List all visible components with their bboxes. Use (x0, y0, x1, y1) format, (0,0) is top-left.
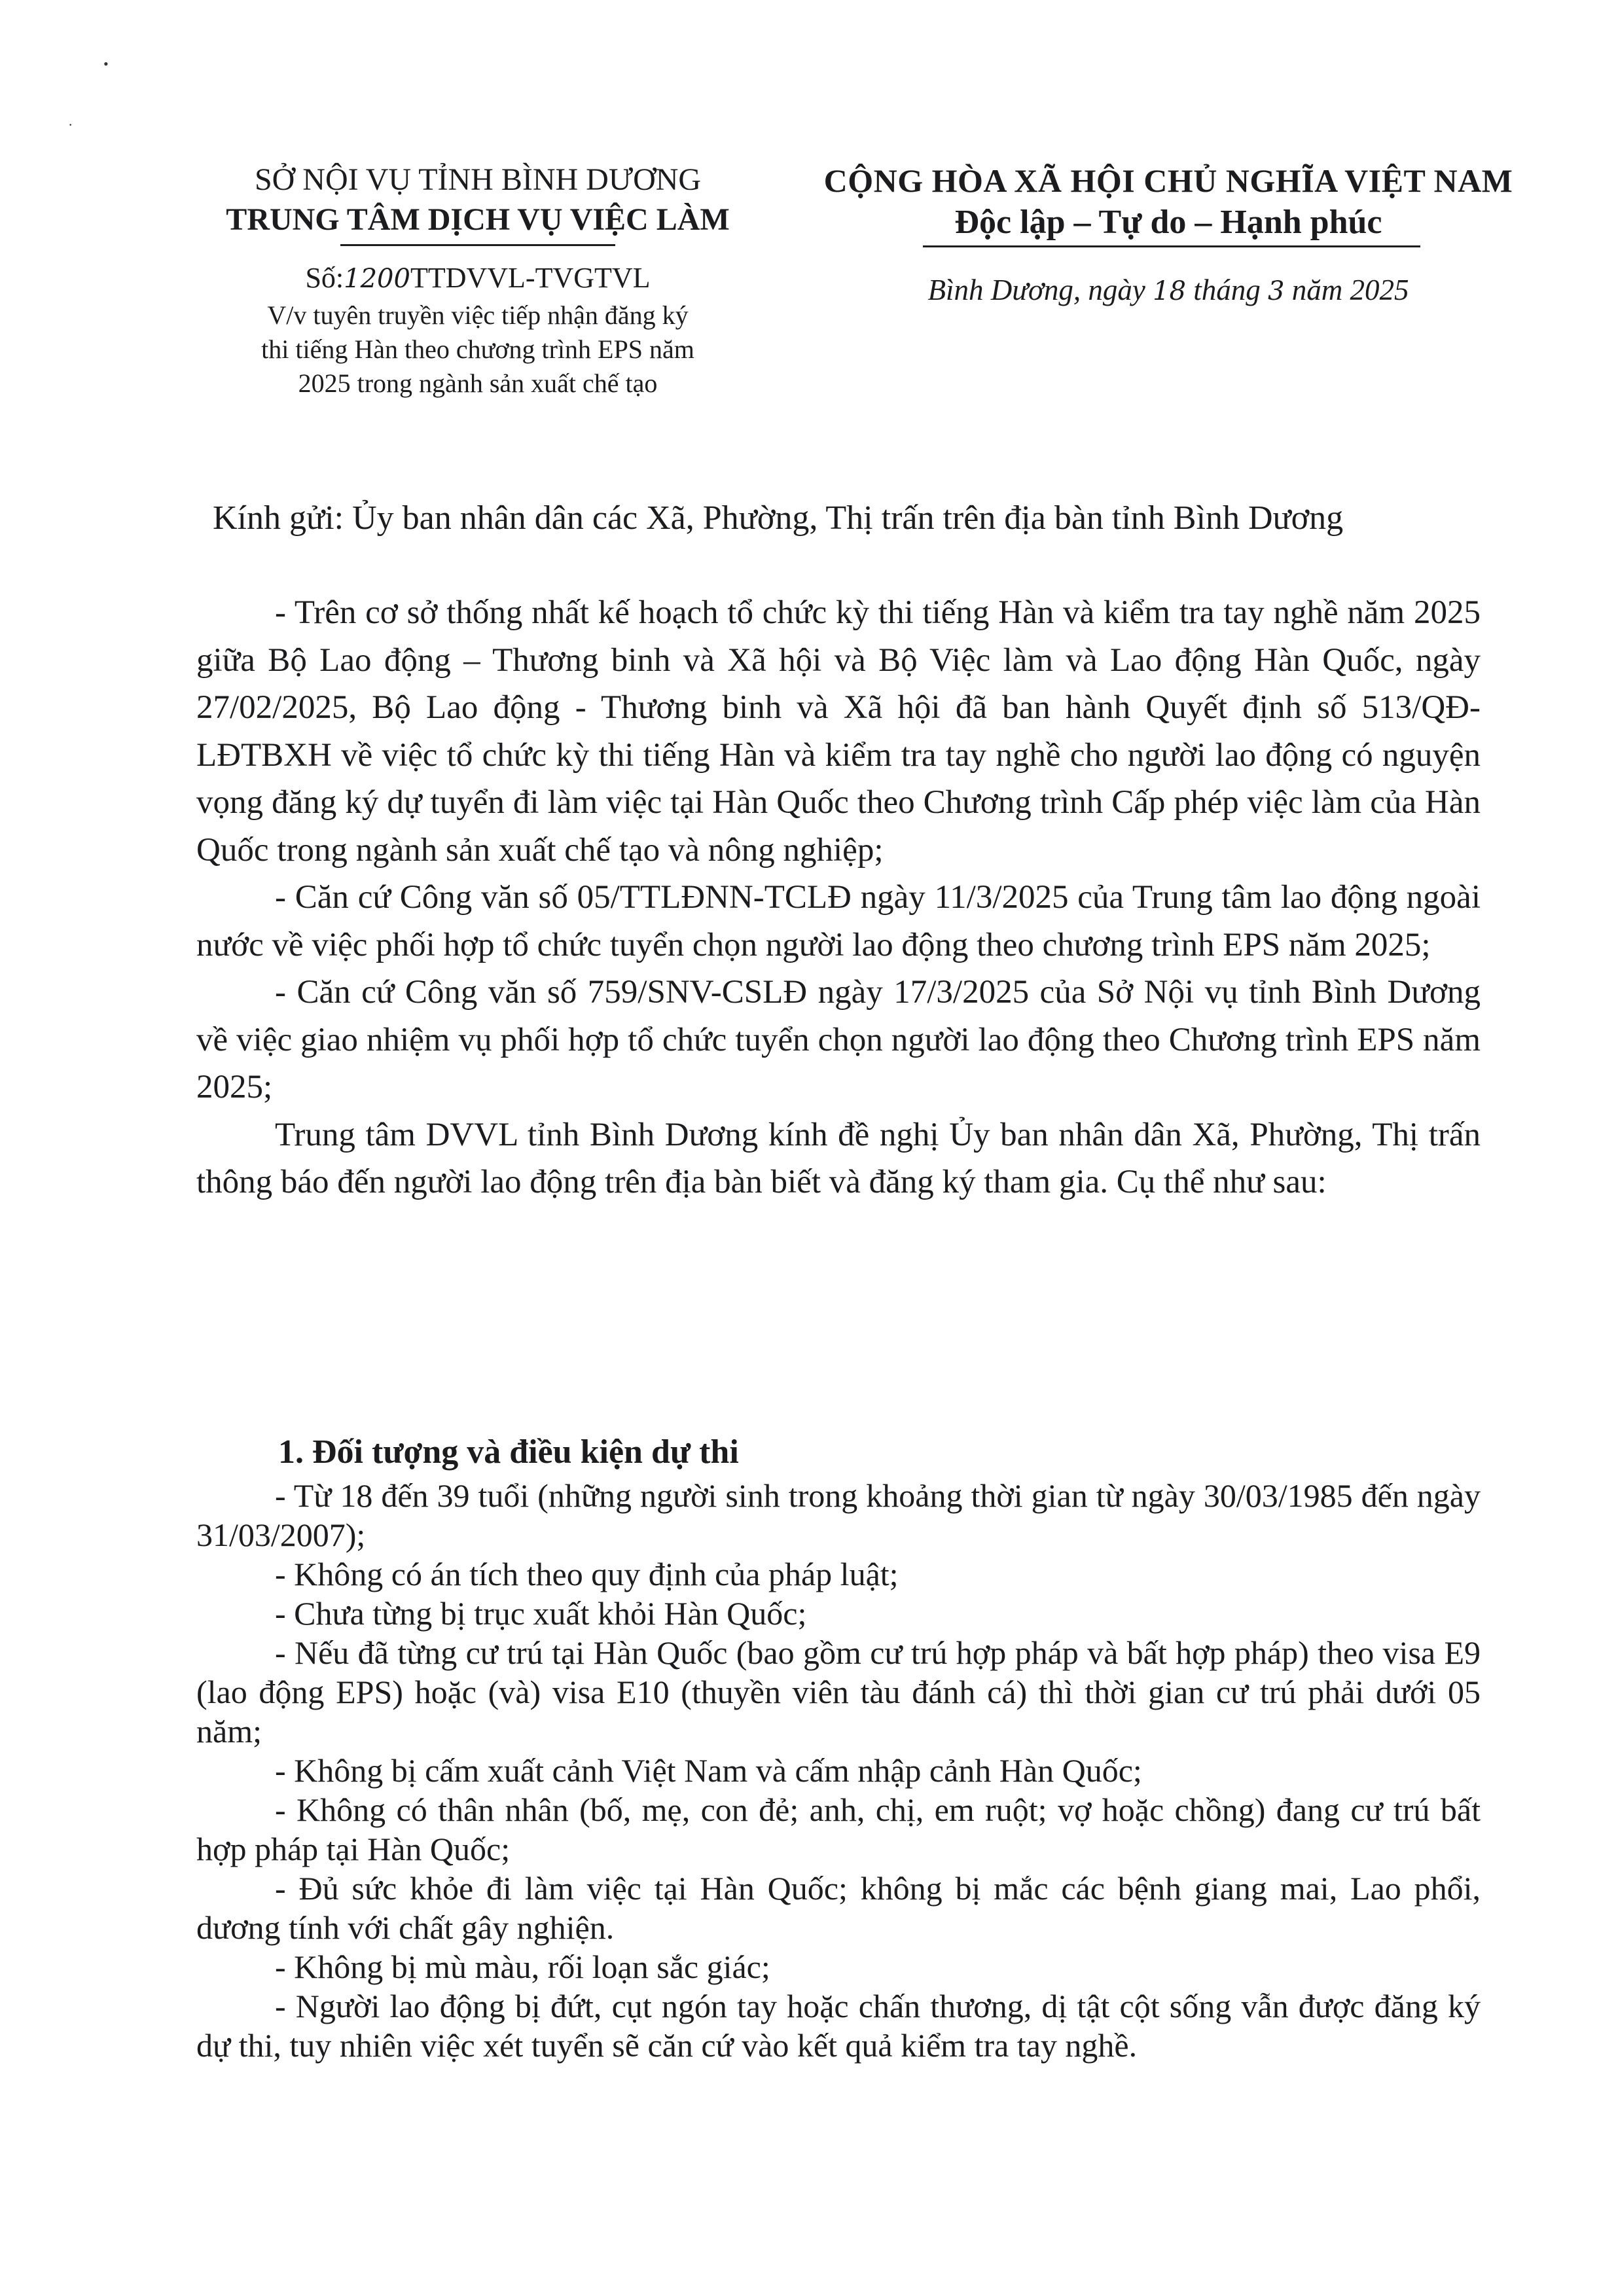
section-heading: 1. Đối tượng và điều kiện dự thi (278, 1433, 739, 1471)
handwritten-day: 18 (1153, 276, 1186, 306)
scan-speck: • (103, 56, 109, 72)
recipient-line: Kính gửi: Ủy ban nhân dân các Xã, Phường, Thị trấn trên địa bàn tỉnh Bình Dương (213, 499, 1344, 537)
organization-name: TRUNG TÂM DỊCH VỤ VIỆC LÀM (226, 202, 730, 237)
motto-underline (923, 245, 1420, 247)
scan-speck: · (68, 117, 73, 133)
list-item: - Không có án tích theo quy định của pháp luật; (275, 1556, 899, 1592)
subject-line-1: V/v tuyên truyền việc tiếp nhận đăng ký (267, 300, 689, 330)
handwritten-doc-number: 1200 (344, 264, 410, 294)
list-item: - Từ 18 đến 39 tuổi (những người sinh trong khoảng thời gian từ ngày 30/03/1985 đến ngày 31/03/2007); (196, 1477, 1481, 1553)
conditions-list (196, 1476, 1481, 2065)
place-date: Bình Dương, ngày 18 tháng 3 năm 2025 (927, 274, 1409, 306)
paragraph-basis: - Trên cơ sở thống nhất kế hoạch tổ chức kỳ thi tiếng Hàn và kiểm tra tay nghề năm 2025 giữa Bộ Lao động – Thương binh và Xã hội và Bộ Việc làm và Lao động Hàn Quốc, ngày 27/02/2025, Bộ Lao động - Thương binh và Xã hội đã ban hành Quyết định số 513/QĐ-LĐTBXH về việc tổ chức kỳ thi tiếng Hàn và kiểm tra tay nghề cho người lao động có nguyện vọng đăng ký dự tuyển đi làm việc tại Hàn Quốc theo Chương trình Cấp phép việc làm của Hàn Quốc trong ngành sản xuất chế tạo và nông nghiệp; (196, 594, 1481, 869)
list-item: - Đủ sức khỏe đi làm việc tại Hàn Quốc; không bị mắc các bệnh giang mai, Lao phổi, dương tính với chất gây nghiện. (196, 1870, 1481, 1946)
agency-name: SỞ NỘI VỤ TỈNH BÌNH DƯƠNG (254, 162, 702, 197)
list-item: - Chưa từng bị trục xuất khỏi Hàn Quốc; (275, 1595, 807, 1632)
list-item: - Không có thân nhân (bố, mẹ, con đẻ; anh, chị, em ruột; vợ hoặc chồng) đang cư trú bất hợp pháp tại Hàn Quốc; (196, 1791, 1481, 1867)
subject-line-2: thi tiếng Hàn theo chương trình EPS năm (261, 334, 694, 364)
list-item: - Không bị mù màu, rối loạn sắc giác; (275, 1948, 770, 1985)
paragraph-request: Trung tâm DVVL tỉnh Bình Dương kính đề nghị Ủy ban nhân dân Xã, Phường, Thị trấn thông báo đến người lao động trên địa bàn biết và đăng ký tham gia. Cụ thể như sau: (196, 1116, 1481, 1200)
subject-line-3: 2025 trong ngành sản xuất chế tạo (298, 368, 658, 398)
handwritten-month: 3 (1268, 276, 1285, 306)
body-text (196, 589, 1481, 1206)
list-item: - Không bị cấm xuất cảnh Việt Nam và cấm nhập cảnh Hàn Quốc; (275, 1752, 1142, 1789)
list-item: - Nếu đã từng cư trú tại Hàn Quốc (bao gồm cư trú hợp pháp và bất hợp pháp) theo visa E9 (lao động EPS) hoặc (và) visa E10 (thuyền viên tàu đánh cá) thì thời gian cư trú phải dưới 05 năm; (196, 1634, 1481, 1749)
nation-title: CỘNG HÒA XÃ HỘI CHỦ NGHĨA VIỆT NAM (823, 162, 1513, 199)
paragraph-reference-1: - Căn cứ Công văn số 05/TTLĐNN-TCLĐ ngày 11/3/2025 của Trung tâm lao động ngoài nước về việc phối hợp tổ chức tuyển chọn người lao động theo chương trình EPS năm 2025; (196, 879, 1481, 963)
org-underline (340, 244, 615, 246)
header-left (183, 160, 772, 401)
list-item: - Người lao động bị đứt, cụt ngón tay hoặc chấn thương, dị tật cột sống vẫn được đăng ký dự thi, tuy nhiên việc xét tuyển sẽ căn cứ vào kết quả kiểm tra tay nghề. (196, 1988, 1481, 2064)
document-number: Số:1200TTDVVL-TVGTVL (305, 262, 651, 294)
paragraph-reference-2: - Căn cứ Công văn số 759/SNV-CSLĐ ngày 17/3/2025 của Sở Nội vụ tỉnh Bình Dương về việc giao nhiệm vụ phối hợp tổ chức tuyển chọn người lao động theo Chương trình EPS năm 2025; (196, 974, 1481, 1105)
header-right (779, 160, 1558, 311)
motto: Độc lập – Tự do – Hạnh phúc (954, 204, 1382, 241)
